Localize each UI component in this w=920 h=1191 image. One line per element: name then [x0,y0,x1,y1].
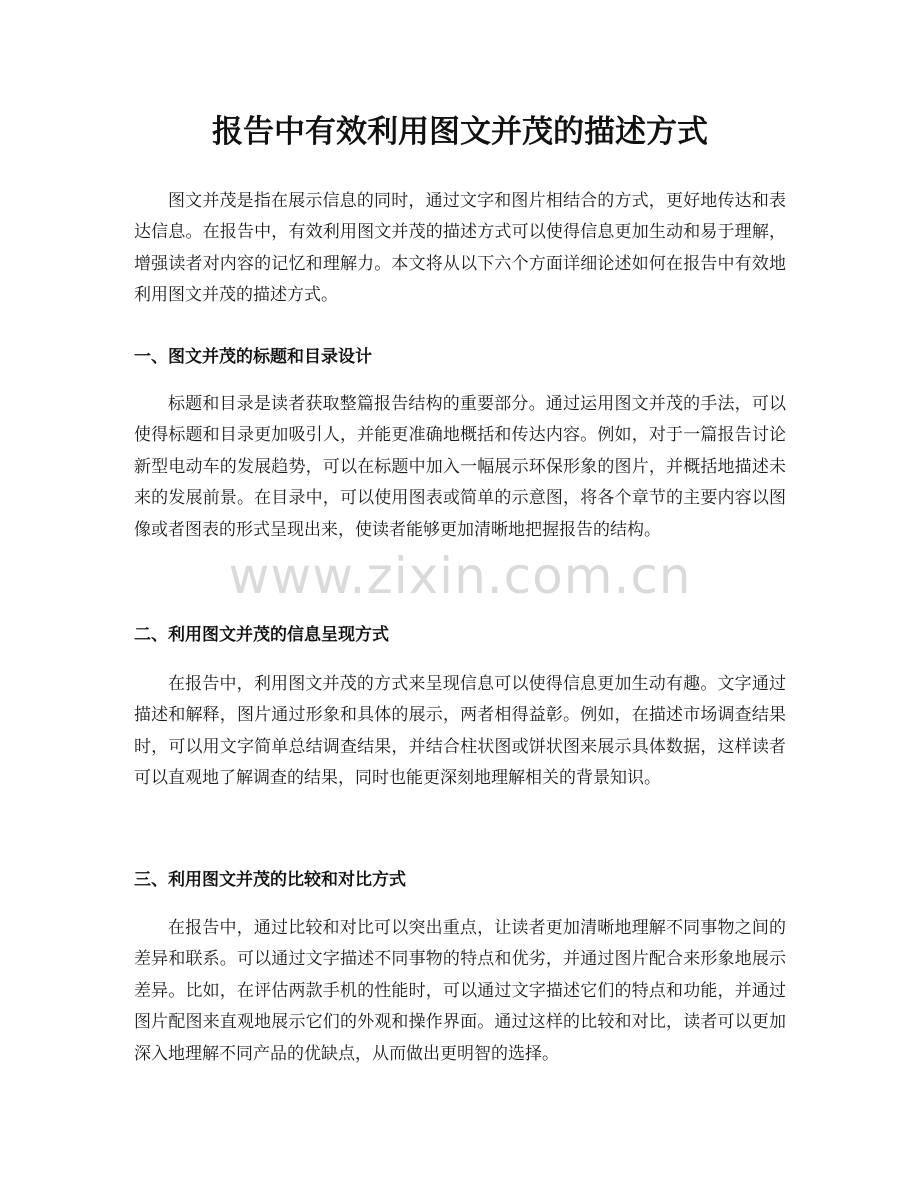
section-3-heading: 三、利用图文并茂的比较和对比方式 [134,870,406,890]
section-1-body: 标题和目录是读者获取整篇报告结构的重要部分。通过运用图文并茂的手法，可以使得标题和目录更加吸引人，并能更准确地概括和传达内容。例如，对于一篇报告讨论新型电动车的发展趋势，可以在标题中加入一幅展示环保形象的图片，并概括地描述未来的发展前景。在目录中，可以使用图表或简单的示意图，将各个章节的主要内容以图像或者图表的形式呈现出来，使读者能够更加清晰地把握报告的结构。 [134,394,786,540]
watermark: www.zixin.com.cn [228,547,692,605]
document-title: 报告中有效利用图文并茂的描述方式 [212,114,708,150]
section-1-heading: 一、图文并茂的标题和目录设计 [134,347,372,367]
section-3-body: 在报告中，通过比较和对比可以突出重点，让读者更加清晰地理解不同事物之间的差异和联系。可以通过文字描述不同事物的特点和优劣，并通过图片配合来形象地展示差异。比如，在评估两款手机的性能时，可以通过文字描述它们的特点和功能，并通过图片配图来直观地展示它们的外观和操作界面。通过这样的比较和对比，读者可以更加深入地理解不同产品的优缺点，从而做出更明智的选择。 [134,918,786,1064]
intro-paragraph: 图文并茂是指在展示信息的同时，通过文字和图片相结合的方式，更好地传达和表达信息。在报告中，有效利用图文并茂的描述方式可以使得信息更加生动和易于理解，增强读者对内容的记忆和理解力。本文将从以下六个方面详细论述如何在报告中有效地利用图文并茂的描述方式。 [134,191,786,306]
section-2-body: 在报告中，利用图文并茂的方式来呈现信息可以使得信息更加生动有趣。文字通过描述和解释，图片通过形象和具体的展示，两者相得益彰。例如，在描述市场调查结果时，可以用文字简单总结调查结果，并结合柱状图或饼状图来展示具体数据，这样读者可以直观地了解调查的结果，同时也能更深刻地理解相关的背景知识。 [134,674,786,789]
section-2-heading: 二、利用图文并茂的信息呈现方式 [134,625,389,645]
